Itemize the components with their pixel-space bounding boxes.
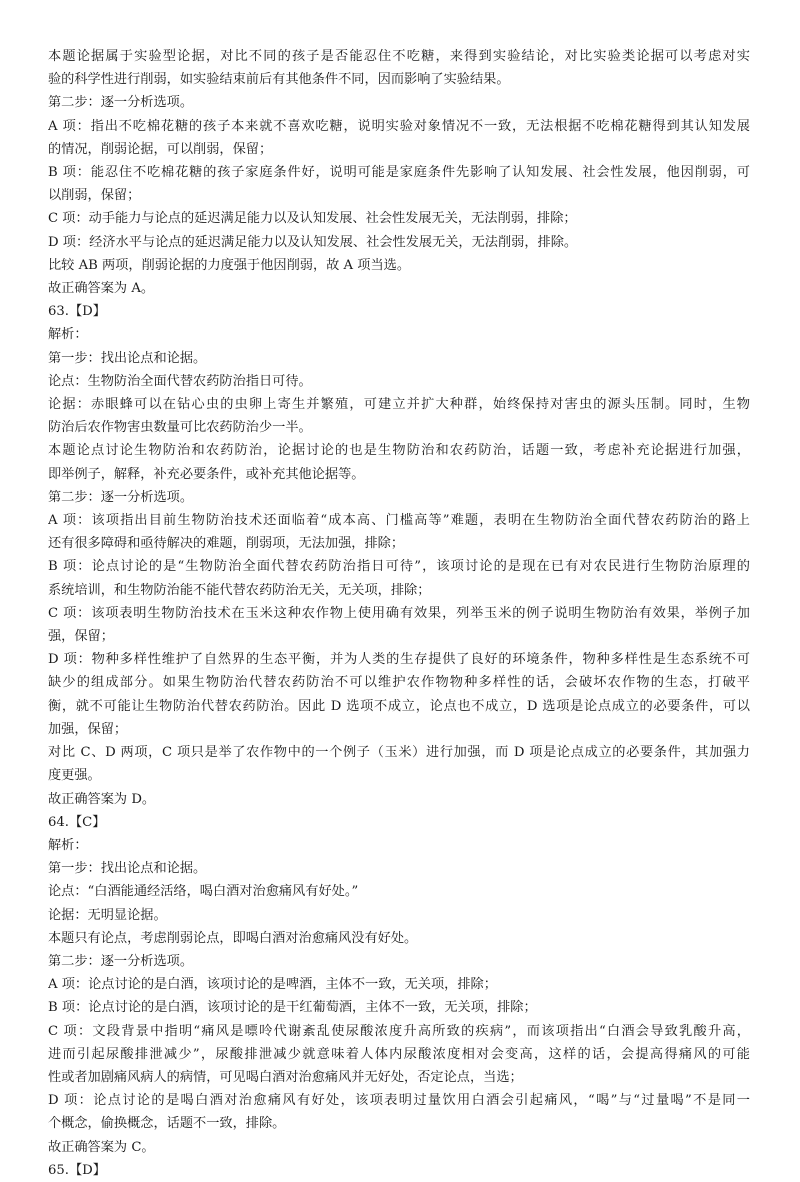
text-line: A 项：指出不吃棉花糖的孩子本来就不喜欢吃糖，说明实验对象情况不一致，无法根据不吃棉花糖得到其认知发展	[48, 118, 750, 134]
text-line: A 项：论点讨论的是白酒，该项讨论的是啤酒，主体不一致，无关项，排除；	[48, 977, 497, 993]
text-line: 论据：无明显论据。	[48, 907, 167, 923]
text-line: 性或者加剧痛风病人的病情，可见喝白酒对治愈痛风并无好处，否定论点，当选；	[48, 1069, 523, 1085]
text-line: 63.【D】	[48, 304, 106, 320]
text-line: 65.【D】	[48, 1162, 106, 1178]
text-line: 比较 AB 两项，削弱论据的力度强于他因削弱，故 A 项当选。	[48, 257, 411, 273]
text-line: 故正确答案为 D。	[48, 791, 156, 807]
text-line: B 项：能忍住不吃棉花糖的孩子家庭条件好，说明可能是家庭条件先影响了认知发展、社会性发展，他因削弱，可	[48, 165, 750, 181]
text-line: 即举例子，解释，补充必要条件，或补充其他论据等。	[48, 466, 365, 482]
text-line: 缺少的组成部分。如果生物防治代替农药防治不可以维护农作物物种多样性的话，会破坏农作物的生态，打破平	[48, 675, 750, 691]
text-line: 本题论据属于实验型论据，对比不同的孩子是否能忍住不吃糖，来得到实验结论，对比实验类论据可以考虑对实	[48, 49, 750, 64]
text-line: D 项：物种多样性维护了自然界的生态平衡，并为人类的生存提供了良好的环境条件，物种多样性是生态系统不可	[48, 652, 750, 668]
text-line: 进而引起尿酸排泄减少”，尿酸排泄减少就意味着人体内尿酸浓度相对会变高，这样的话，会提高得痛风的可能	[48, 1046, 750, 1062]
text-line: 第二步：逐一分析选项。	[48, 489, 194, 505]
text-line: 第一步：找出论点和论据。	[48, 861, 207, 877]
text-line: 论据：赤眼蜂可以在钻心虫的虫卵上寄生并繁殖，可建立并扩大种群，始终保持对害虫的源头压制。同时，生物	[48, 397, 750, 413]
text-line: D 项：论点讨论的是喝白酒对治愈痛风有好处，该项表明过量饮用白酒会引起痛风，“喝”与“过量喝”不是同一	[48, 1093, 750, 1109]
text-line: 以削弱，保留；	[48, 188, 141, 204]
text-line: 系统培训，和生物防治能不能代替农药防治无关，无关项，排除；	[48, 582, 431, 598]
text-line: B 项：论点讨论的是“生物防治全面代替农药防治指日可待”，该项讨论的是现在已有对农民进行生物防治原理的	[48, 559, 750, 575]
text-line: 第一步：找出论点和论据。	[48, 350, 207, 366]
text-line: C 项：文段背景中指明“痛风是嘌呤代谢紊乱使尿酸浓度升高所致的疾病”，而该项指出“白酒会导致乳酸升高，	[48, 1023, 750, 1039]
text-line: 对比 C、D 两项，C 项只是举了农作物中的一个例子（玉米）进行加强，而 D 项是论点成立的必要条件，其加强力	[48, 745, 750, 761]
text-line: 衡，就不可能让生物防治代替农药防治。因此 D 选项不成立，论点也不成立，D 选项是论点成立的必要条件，可以	[48, 698, 750, 714]
text-line: 防治后农作物害虫数量可比农药防治少一半。	[48, 420, 312, 436]
text-line: 第二步：逐一分析选项。	[48, 953, 194, 969]
text-line: 本题只有论点，考虑削弱论点，即喝白酒对治愈痛风没有好处。	[48, 930, 418, 946]
text-line: 强，保留；	[48, 629, 114, 645]
text-line: A 项：该项指出目前生物防治技术还面临着“成本高、门槛高等”难题，表明在生物防治全面代替农药防治的路上	[48, 513, 750, 529]
text-line: 解析：	[48, 327, 88, 343]
text-line: 解析：	[48, 837, 88, 853]
text-line: 论点：生物防治全面代替农药防治指日可待。	[48, 373, 312, 389]
text-line: 第二步：逐一分析选项。	[48, 95, 194, 111]
text-line: 64.【C】	[48, 814, 106, 830]
text-line: 个概念，偷换概念，话题不一致，排除。	[48, 1116, 286, 1132]
text-line: B 项：论点讨论的是白酒，该项讨论的是干红葡萄酒，主体不一致，无关项，排除；	[48, 1000, 537, 1016]
text-line: 验的科学性进行削弱，如实验结束前后有其他条件不同，因而影响了实验结果。	[48, 72, 510, 88]
text-line: D 项：经济水平与论点的延迟满足能力以及认知发展、社会性发展无关，无法削弱，排除。	[48, 234, 578, 250]
text-line: 度更强。	[48, 768, 101, 784]
text-line: 故正确答案为 A。	[48, 281, 155, 297]
text-line: C 项：该项表明生物防治技术在玉米这种农作物上使用确有效果，列举玉米的例子说明生物防治有效果，举例子加	[48, 605, 750, 621]
text-line: 本题论点讨论生物防治和农药防治，论据讨论的也是生物防治和农药防治，话题一致，考虑补充论据进行加强，	[48, 443, 750, 459]
text-line: 论点：“白酒能通经活络，喝白酒对治愈痛风有好处。”	[48, 884, 359, 900]
text-line: 加强，保留；	[48, 721, 128, 737]
text-line: C 项：动手能力与论点的延迟满足能力以及认知发展、社会性发展无关，无法削弱，排除；	[48, 211, 577, 227]
text-line: 的情况，削弱论据，可以削弱，保留；	[48, 141, 273, 157]
text-line: 故正确答案为 C。	[48, 1139, 155, 1155]
text-line: 还有很多障碍和亟待解决的难题，削弱项，无法加强，排除；	[48, 536, 405, 552]
